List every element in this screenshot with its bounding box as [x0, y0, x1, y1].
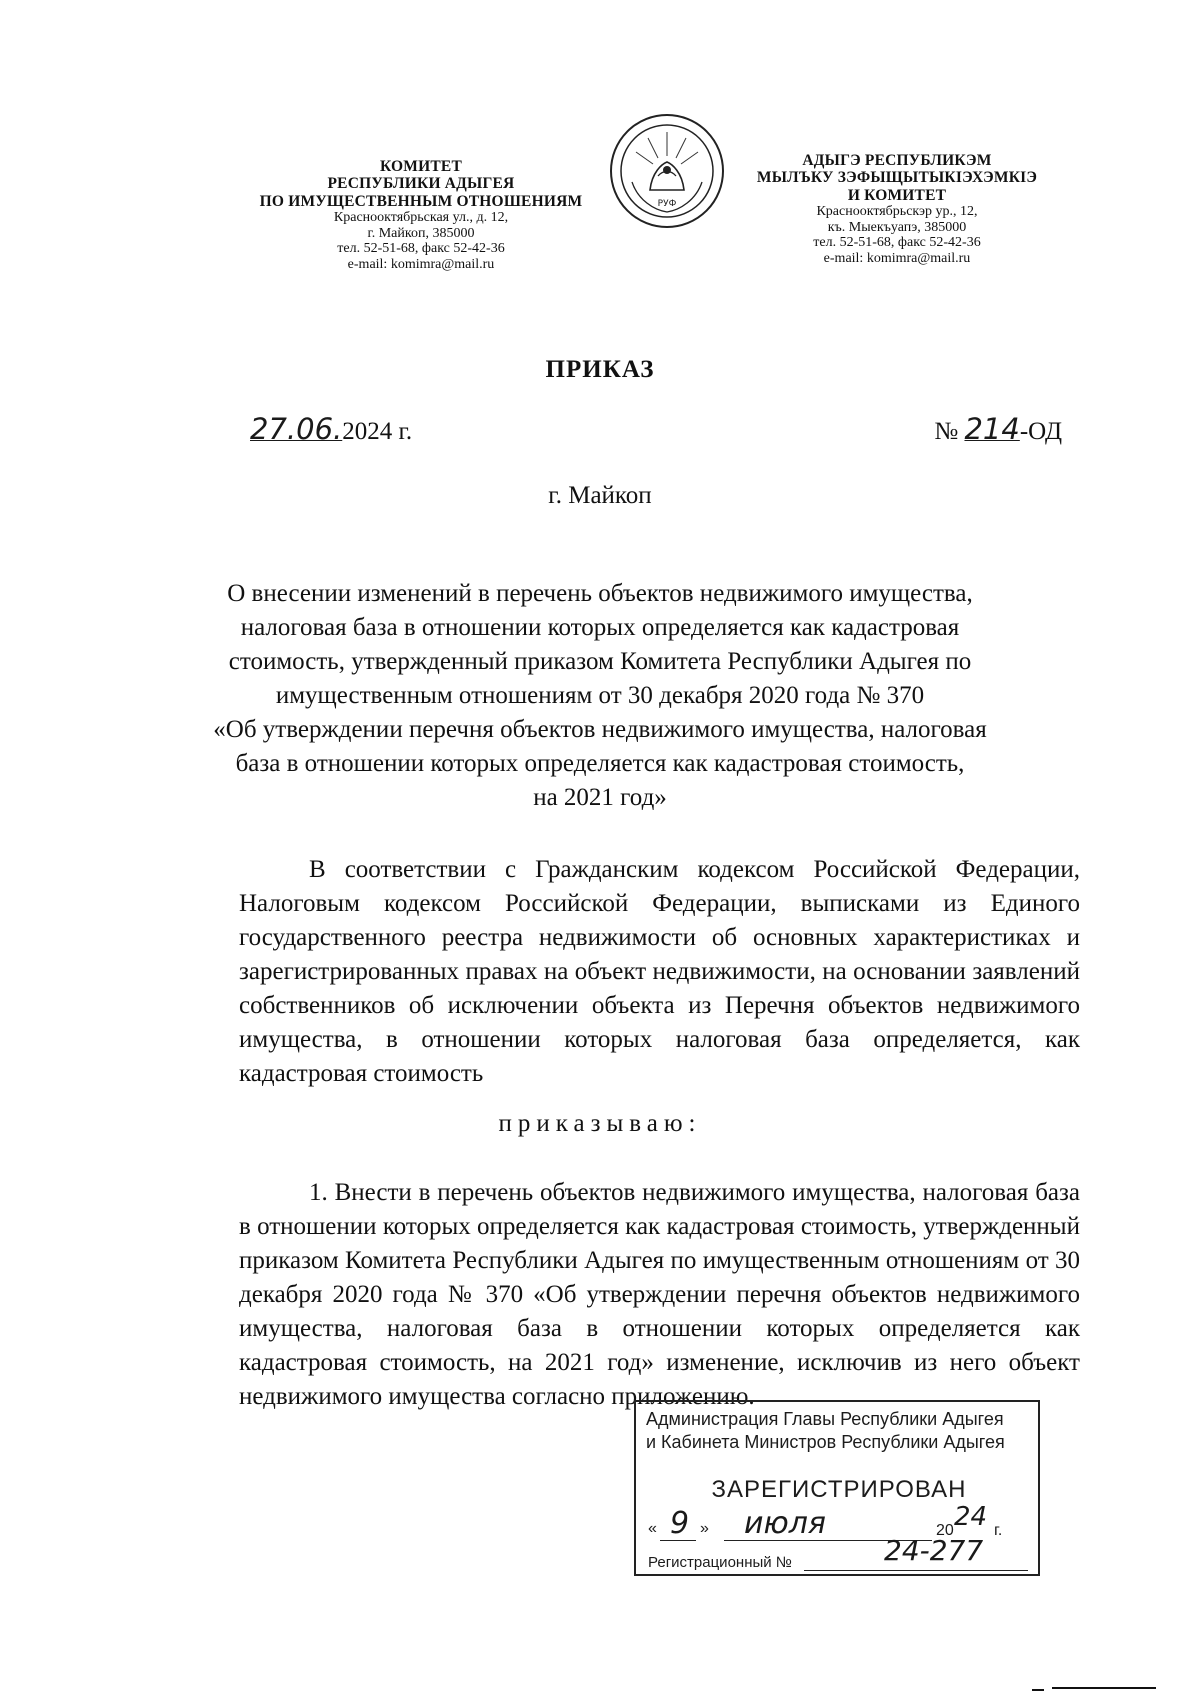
date-printed: 2024 г.: [342, 418, 413, 445]
stamp-day-handwritten: 9: [670, 1506, 690, 1541]
stamp-year-suffix: г.: [994, 1522, 1003, 1539]
stamp-year-handwritten: 24: [954, 1502, 988, 1532]
decree-word: приказываю:: [498, 1110, 702, 1137]
subject-line: на 2021 год»: [533, 784, 667, 811]
number-prefix: №: [934, 418, 959, 445]
right-org-line2: МЫЛЪКУ ЗЭФЫЩЫТЫКIЭХЭМКIЭ: [756, 169, 1038, 187]
right-org-line3: И КОМИТЕТ: [847, 186, 947, 204]
item-1-paragraph: 1. Внести в перечень объектов недвижимого имущества, налоговая база в отношении которых определяется как кадастровая стоимость, утвержденный приказом Комитета Республики Адыгея по имущественным отношениям от 30 декабря 2020 года № 370 «Об утверждении перечня объектов недвижимого имущества, налоговая база в отношении которых определяется как кадастровая стоимость, на 2021 год» изменение, исключив из него объект недвижимого имущества согласно приложению.: [239, 1179, 1080, 1410]
document-title: ПРИКАЗ: [545, 356, 655, 383]
subject-line: стоимость, утвержденный приказом Комитета Республики Адыгея по: [228, 648, 972, 675]
right-address-line2: къ. Мыекъуапэ, 385000: [827, 219, 967, 235]
stamp-reg-label: Регистрационный №: [648, 1554, 792, 1571]
left-address-line2: г. Майкоп, 385000: [367, 225, 475, 241]
document-date: [250, 412, 412, 446]
stamp-registration: [648, 1534, 1028, 1574]
right-phone: тел. 52-51-68, факс 52-42-36: [813, 235, 981, 251]
preamble-paragraph: В соответствии с Гражданским кодексом Российской Федерации, Налоговым кодексом Российской Федерации, выписками из Единого государственного реестра недвижимости об основных характеристиках и зарегистрированных правах на объект недвижимости, на основании заявлений собственников об исключении объекта из Перечня объектов недвижимого имущества, в отношении которых налоговая база определяется, как кадастровая стоимость: [239, 856, 1080, 1087]
stamp-quote-close: »: [700, 1520, 709, 1537]
stamp-org-line1: Администрация Главы Республики Адыгея: [646, 1409, 1004, 1429]
scan-mark-dash: [1032, 1689, 1044, 1691]
subject-line: налоговая база в отношении которых определяется как кадастровая: [240, 614, 960, 641]
left-address-line1: Краснооктябрьская ул., д. 12,: [333, 210, 509, 226]
stamp-org-line2: и Кабинета Министров Республики Адыгея: [646, 1432, 1005, 1452]
date-handwritten: 27.06.: [250, 412, 343, 446]
number-suffix: -ОД: [1019, 418, 1062, 445]
stamp-organization: [646, 1408, 1036, 1454]
registration-stamp: [634, 1400, 1040, 1576]
number-handwritten: 214: [964, 412, 1020, 446]
subject-line: «Об утверждении перечня объектов недвижимого имущества, налоговая: [213, 716, 987, 743]
header-right: [732, 152, 1062, 267]
document-number: [934, 412, 1062, 446]
document-city: г. Майкоп: [548, 482, 652, 509]
right-org-line1: АДЫГЭ РЕСПУБЛИКЭМ: [802, 152, 992, 169]
left-email: e-mail: komimra@mail.ru: [347, 257, 495, 273]
left-org-line1: КОМИТЕТ: [379, 158, 462, 175]
stamp-year-prefix: 20: [936, 1522, 954, 1539]
right-email: e-mail: komimra@mail.ru: [823, 251, 971, 267]
coat-of-arms-icon: [608, 112, 726, 230]
subject-line: О внесении изменений в перечень объектов недвижимого имущества,: [227, 580, 973, 607]
subject-line: имущественным отношениям от 30 декабря 2020 года № 370: [275, 682, 925, 709]
left-org-line2: РЕСПУБЛИКИ АДЫГЕЯ: [327, 175, 515, 193]
stamp-reg-number-handwritten: 24-277: [884, 1534, 984, 1567]
left-phone: тел. 52-51-68, факс 52-42-36: [337, 241, 505, 257]
header-left: [232, 158, 610, 273]
stamp-status: ЗАРЕГИСТРИРОВАН: [711, 1476, 967, 1503]
document-subject: [200, 577, 1000, 815]
scan-mark-line: [1052, 1687, 1156, 1689]
stamp-month-handwritten: июля: [744, 1506, 826, 1541]
emblem-text: РУФ: [657, 199, 677, 209]
left-org-line3: ПО ИМУЩЕСТВЕННЫМ ОТНОШЕНИЯМ: [259, 192, 583, 210]
stamp-quote-open: «: [648, 1520, 657, 1537]
subject-line: база в отношении которых определяется как кадастровая стоимость,: [235, 750, 965, 777]
right-address-line1: Краснооктябрьскэр ур., 12,: [816, 204, 978, 220]
